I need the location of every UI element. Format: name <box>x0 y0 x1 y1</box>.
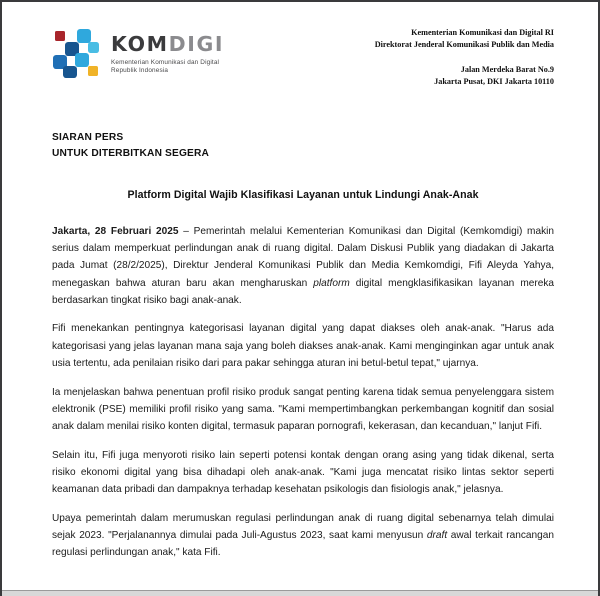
paragraph-1-italic: platform <box>313 277 350 289</box>
komdigi-brand <box>52 24 224 80</box>
komdigi-subtitle <box>111 59 224 76</box>
paragraph-4: Selain itu, Fifi juga menyoroti risiko lain seperti potensi kontak dengan orang asing yang tidak dikenal, serta risiko ekonomi digital yang bisa dihadapi oleh anak-anak. "Kami juga mencatat risiko lintas sektor seperti keamanan data pribadi dan dampaknya terhadap kesehatan psikologis dan fisiologis anak," jelasnya. <box>52 449 554 496</box>
paragraph-1-text-b: digital mengklasifikasikan layanan mereka berdasarkan tingkat risiko bagi anak-anak. <box>52 277 554 307</box>
organization-address-line2: Jakarta Pusat, DKI Jakarta 10110 <box>434 76 554 86</box>
komdigi-brand-text <box>111 28 224 75</box>
paragraph-3: Ia menjelaskan bahwa penentuan profil risiko produk sangat penting karena tidak semua penyelenggara sistem elektronik (PSE) memiliki profil risiko yang sama. "Kami mempertimbangkan perkembangan kognitif dan sosial anak dalam menilai risiko konten digital, termasuk paparan pornografi, kekerasan, dan kecanduan," lanjut Fifi. <box>52 386 554 433</box>
body-copy <box>52 223 554 562</box>
release-label-embargo: UNTUK DITERBITKAN SEGERA <box>52 147 209 159</box>
paragraph-5-text-b: awal terkait rancangan regulasi perlindungan anak," kata Fifi. <box>52 530 554 559</box>
komdigi-wordmark <box>111 34 224 55</box>
komdigi-subtitle-line2: Republik Indonesia <box>111 66 169 74</box>
release-label-siaran-pers: SIARAN PERS <box>52 132 124 143</box>
page-title: Platform Digital Wajib Klasifikasi Layanan untuk Lindungi Anak-Anak <box>127 188 479 201</box>
paragraph-1 <box>52 223 554 310</box>
paragraph-1-text-a: – Pemerintah melalui Kementerian Komunikasi dan Digital (Kemkomdigi) makin serius dalam memperkuat perlindungan anak di ruang digital. Dalam Diskusi Publik yang diadakan di Jakarta pada Jumat (28/2/2025), Direktur Jenderal Komunikasi Publik dan Media Kemkomdigi, Fifi Aleyda Yahya, menegaskan bahwa aturan baru akan mengharuskan <box>52 225 554 289</box>
komdigi-logo-mark <box>52 28 102 80</box>
wordmark-kom: KOM <box>111 32 169 56</box>
organization-block <box>375 24 554 88</box>
page-bottom-strip <box>2 590 598 596</box>
paragraph-5 <box>52 510 554 562</box>
paragraph-2: Fifi menekankan pentingnya kategorisasi layanan digital yang dapat diakses oleh anak-anak. "Harus ada kategorisasi yang jelas layanan mana saja yang boleh diakses anak-anak. Kami menginginkan agar untuk anak usia tertentu, ada penilaian risiko dari para pakar sehingga aturan ini betul-betul tepat," ujarnya. <box>52 323 554 370</box>
paragraph-5-italic: draft <box>426 530 448 542</box>
document-sheet <box>2 2 598 596</box>
komdigi-subtitle-line1: Kementerian Komunikasi dan Digital <box>111 58 220 66</box>
paragraph-5-text-a: Upaya pemerintah dalam merumuskan regulasi perlindungan anak di ruang digital sebenarnya telah dimulai sejak 2023. "Perjalanannya dimulai pada Juli-Agustus 2023, saat kami menyusun <box>52 512 554 542</box>
organization-line1: Kementerian Komunikasi dan Digital RI <box>411 28 554 37</box>
organization-address-line1: Jalan Merdeka Barat No.9 <box>460 64 554 74</box>
wordmark-digi: DIGI <box>168 32 225 56</box>
dateline: Jakarta, 28 Februari 2025 <box>52 225 179 237</box>
organization-line2: Direktorat Jenderal Komunikasi Publik dan Media <box>374 39 554 49</box>
release-labels <box>52 130 554 162</box>
letterhead <box>52 24 554 102</box>
